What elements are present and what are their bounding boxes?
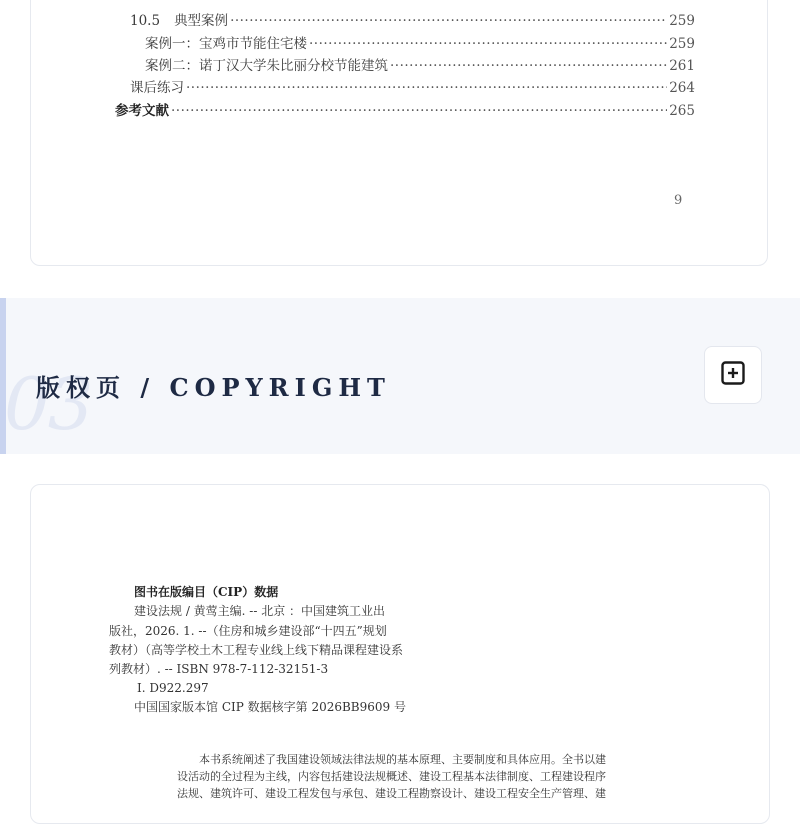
cip-line: 建设法规 / 黄莺主编. -- 北京 ：中国建筑工业出 <box>134 604 386 618</box>
toc-leader <box>390 56 667 76</box>
toc-leader <box>230 11 667 31</box>
description-line: 本书系统阐述了我国建设领域法律法规的基本原理、主要制度和具体应用。全书以建 <box>199 753 606 766</box>
toc-entry[interactable] <box>130 11 695 31</box>
section-header <box>0 298 800 454</box>
toc-entry-title: 典型案例 <box>174 13 229 29</box>
cip-line: 教材）（高等学校土木工程专业线上线下精品课程建设系 <box>109 643 404 657</box>
toc-entry-page: 259 <box>669 13 695 29</box>
description-line: 法规、建筑许可、建设工程发包与承包、建设工程勘察设计、建设工程安全生产管理、建 <box>177 787 606 800</box>
toc-entry-title: 课后练习 <box>130 80 184 96</box>
cip-line: Ⅰ. D922.297 <box>137 681 209 695</box>
toc-entry-title: 案例二：诺丁汉大学朱比丽分校节能建筑 <box>145 58 388 74</box>
toc-entry-number: 10.5 <box>130 13 161 29</box>
cip-line: 中国国家版本馆 CIP 数据核字第 2026BB9609 号 <box>134 700 406 714</box>
toc-entry-page: 265 <box>669 103 695 119</box>
toc-leader <box>171 101 667 121</box>
plus-square-icon <box>720 360 746 390</box>
section-number: 03 <box>4 362 92 446</box>
toc-leader <box>309 34 667 54</box>
section-title: 版权页 / COPYRIGHT <box>36 373 391 402</box>
toc-card <box>30 0 768 266</box>
toc-entry-page: 261 <box>669 58 695 74</box>
toc-leader <box>186 78 667 98</box>
toc-entry[interactable] <box>145 34 695 54</box>
toc-entry-title: 参考文献 <box>115 103 169 119</box>
cip-heading: 图书在版编目（CIP）数据 <box>134 585 279 599</box>
toc-entry-page: 259 <box>669 36 695 52</box>
toc-entry-title: 案例一：宝鸡市节能住宅楼 <box>145 36 307 52</box>
toc-entry-page: 264 <box>669 80 695 96</box>
description-line: 设活动的全过程为主线，内容包括建设法规概述、建设工程基本法律制度、工程建设程序 <box>177 770 606 783</box>
page-number: 9 <box>674 193 683 208</box>
cip-line: 列教材）. -- ISBN 978-7-112-32151-3 <box>109 662 329 676</box>
toc-entry[interactable] <box>115 101 695 121</box>
expand-button[interactable] <box>704 346 762 404</box>
cip-line: 版社，2026. 1. --（住房和城乡建设部“十四五”规划 <box>109 624 387 638</box>
toc-entry[interactable] <box>130 78 695 98</box>
toc-entry[interactable] <box>145 56 695 76</box>
cip-card <box>30 484 770 824</box>
